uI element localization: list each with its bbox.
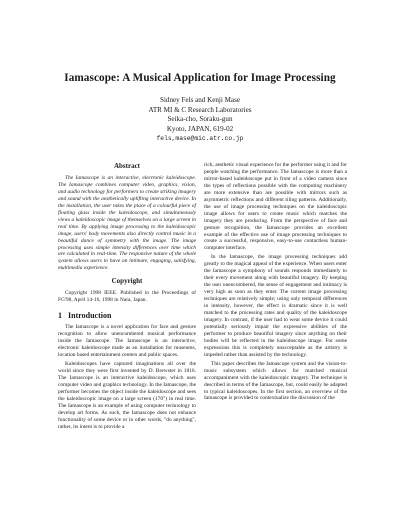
author-names: Sidney Fels and Kenji Mase [160,96,240,104]
body-paragraph: This paper describes the Iamascope system and the vision-to-music subsystem which allows for matched musical accompaniment with the kaleidoscopic imagery. The technique is described in terms of the Iamascope, but, could easily be adapted to typical kaleidoscopes. In the first section, an overview of the Iamascope is provided to contextualize the discussion of the [204,360,347,402]
introduction-heading [58,311,196,320]
body-paragraph-continued: rich, aesthetic visual experience for the performer using it and for people watching the performance. The Iamascope is more than a mirror-based kaleidoscope put in front of a video camera since the types of reflections possible with the computing machinery are more extensive than are possible with mirrors such as asymmetric reflections and different tiling patterns. Additionally, the use of image processing techniques on the kaleidoscopic image allows for users to create music which matches the imagery they are producing. From the perspective of face and gesture recognition, the Iamascope provides an excellent example of the effective use of image processing techniques to create a successful, responsive, easy-to-use contactless human-computer interface. [204,162,347,252]
author-block [0,96,400,144]
copyright-heading: Copyright [111,277,143,286]
affiliation-city: Kyoto, JAPAN, 619-02 [166,124,234,133]
author-email: fels,mase@mic.atr.co.jp [156,135,244,143]
abstract-section [58,162,196,272]
affiliation-lab: ATR MI & C Research Laboratories [148,105,252,114]
copyright-section [58,277,196,304]
right-column [204,162,347,404]
introduction-paragraph-1: The Iamascope is a novel application for face and gesture recognition to allow unencumbered musical performance inside the Iamascope. The Iamascope is an interactive, electronic kaleidoscope made as an installation for museums, location based entertainment centers and public spaces. [58,324,196,359]
paper-title: Iamascope: A Musical Application for Image Processing [64,72,336,84]
section-title: Introduction [68,311,112,321]
section-number: 1 [58,311,62,321]
introduction-section [58,311,196,430]
affiliation-address: Seika-cho, Soraku-gun [167,115,233,124]
copyright-text: Copyright 1998 IEEE. Published in the Proceedings of FG'98, April 14-16, 1998 in Nara, Japan. [58,290,196,304]
abstract-heading: Abstract [113,162,141,170]
introduction-paragraph-2: Kaleidoscopes have captured imaginations all over the world since they were first invented by D. Brewster in 1816. The Iamascope is an interactive kaleidoscope, which uses computer video and graphics technology. In the Iamascope, the performer becomes the object inside the kaleidoscope and sees the kaleidoscopic image on a large screen (170") in real time. The Iamascope is an example of using computer technology to develop art forms. As such, the Iamascope does not enhance functionality of some device or in other words, "do anything", rather, its intent is to provide a [58,361,196,430]
body-paragraph: In the Iamascope, the image processing techniques add greatly to the magical appeal of the experience. When users enter the Iamascope a symphony of sounds responds immediately to their every movement along with beautiful imagery. By keeping the user unencumbered, the sense of engagement and intimacy is very high as soon as they enter. The current image processing techniques are relatively simple; using only temporal differences in intensity, however, the effect is dramatic since it is well matched to the processing rates and quality of the kaleidoscope imagery. In contrast, if the user had to wear some device it could potentially seriously impair the expressive abilities of the performer to produce beautiful imagery since anything on their bodies will be reflected in the kaleidoscope image. For some expressions this is completely unacceptable as the artistry is impeded rather than assisted by the technology. [204,254,347,358]
abstract-text: The Iamascope is an interactive, electronic kaleidoscope. The Iamascope combines computer video, graphics, vision, and audio technology for performers to create striking imagery and sound with the aesthetically uplifting interactive device. In the installation, the user takes the place of a colourful piece of floating glass inside the kaleidoscope, and simultaneously views a kaleidoscopic image of themselves on a large screen in real time. By applying image processing to the kaleidoscopic image, users' body movements also directly control music in a beautiful dance of symmetry with the image. The image processing uses simple intensity differences over time which are calculated in real-time. The responsive nature of the whole system allows users to have an intimate, engaging, satisfying, multimedia experience. [58,175,196,272]
left-column [58,162,196,433]
